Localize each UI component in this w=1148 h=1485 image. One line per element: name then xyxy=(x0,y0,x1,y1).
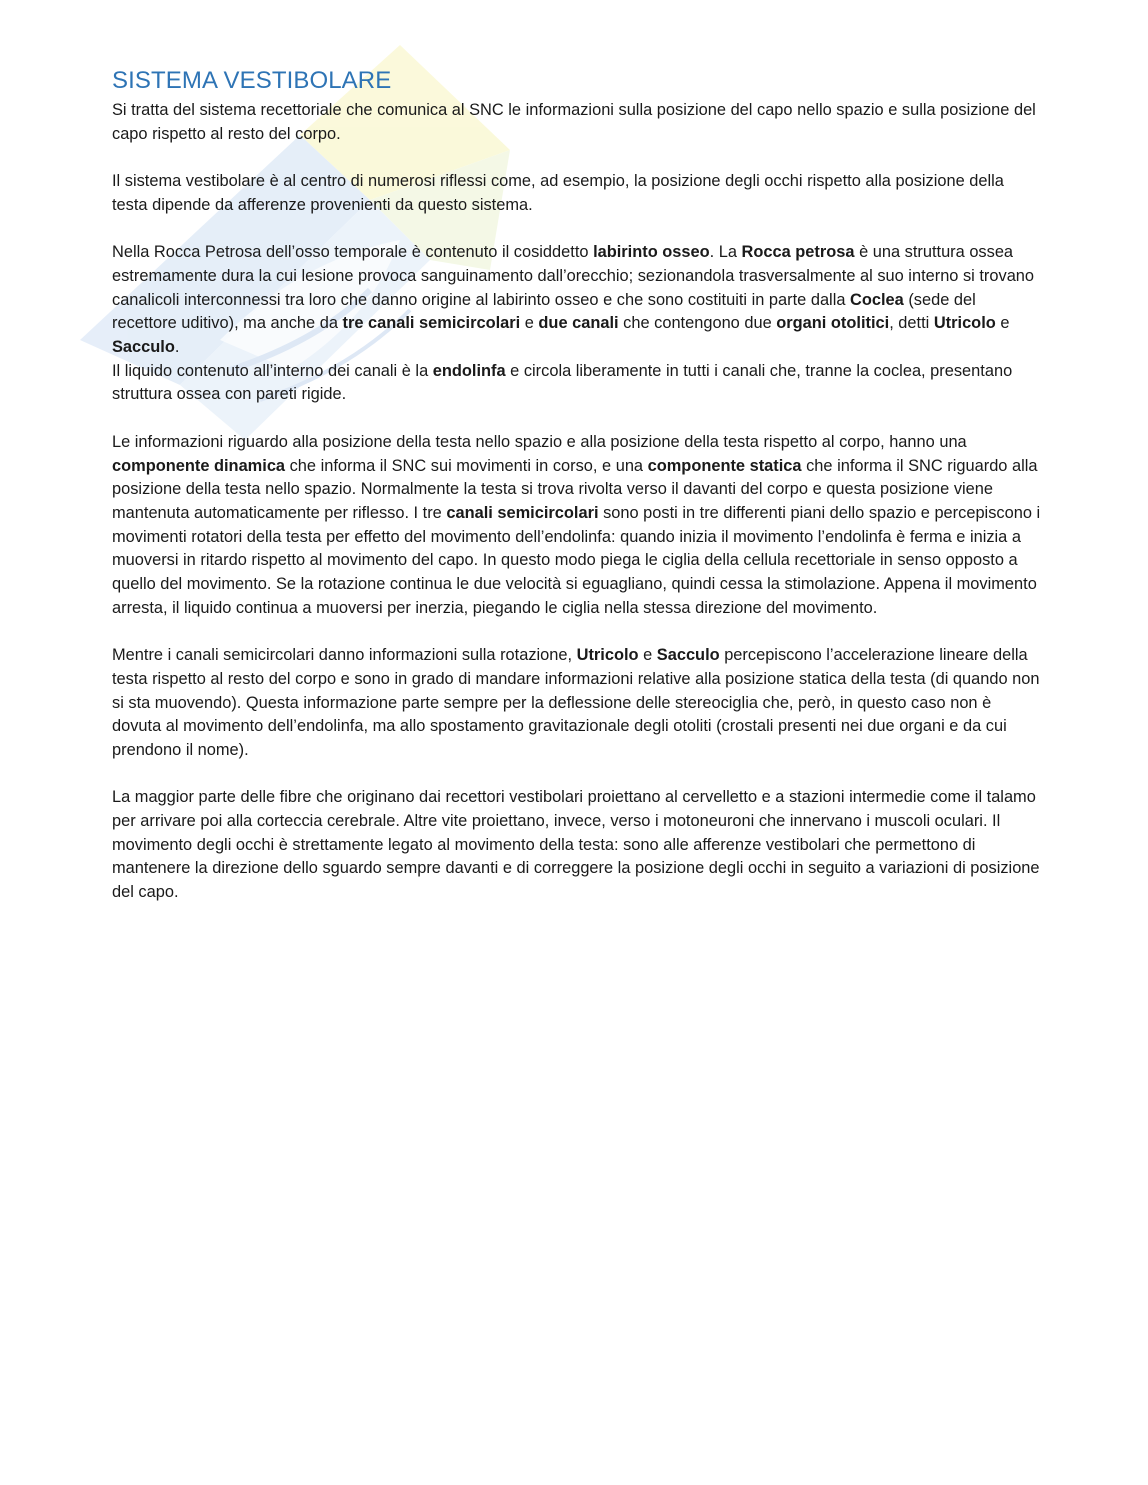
paragraph xyxy=(112,644,1042,763)
bold-term: Utricolo xyxy=(576,646,639,665)
text-run: sono posti in tre differenti piani dello spazio e percepiscono i movimenti rotatori della testa per effetto del movimento dell’endolinfa: quando inizia il movimento l’endolinfa è ferma e inizia a muoversi in ritardo rispetto al movimento del capo. In questo modo piega le ciglia della cellula recettoriale in senso opposto a quello del movimento. Se la rotazione continua le due velocità si eguagliano, quindi cessa la stimolazione. Appena il movimento arresta, il liquido continua a muoversi per inerzia, piegando le ciglia nella stessa direzione del movimento. xyxy=(112,503,1041,617)
text-run: Il sistema vestibolare è al centro di numerosi riflessi come, ad esempio, la posizione degli occhi rispetto alla posizione della testa dipende da afferenze provenienti da questo sistema. xyxy=(112,172,1004,214)
paragraph xyxy=(112,431,1042,621)
text-run: Mentre i canali semicircolari danno informazioni sulla rotazione, xyxy=(112,646,577,665)
document-body xyxy=(112,99,1042,905)
text-run: Le informazioni riguardo alla posizione della testa nello spazio e alla posizione della testa rispetto al corpo, hanno una xyxy=(112,432,967,451)
bold-term: componente dinamica xyxy=(112,456,286,475)
bold-term: Rocca petrosa xyxy=(741,243,855,262)
bold-term: Coclea xyxy=(850,290,904,309)
text-run: . xyxy=(174,338,180,356)
text-run: e xyxy=(638,646,657,665)
text-run: La maggior parte delle fibre che originano dai recettori vestibolari proiettano al cervelletto e a stazioni intermedie come il talamo per arrivare poi alla corteccia cerebrale. Altre vite proiettano, invece, verso i motoneuroni che innervano i muscoli oculari. Il movimento degli occhi è strettamente legato al movimento della testa: sono alle afferenze vestibolari che permettono di mantenere la direzione dello sguardo sempre davanti e di correggere la posizione degli occhi in seguito a variazioni di posizione del capo. xyxy=(112,788,1040,902)
paragraph xyxy=(112,241,1042,360)
text-run: è una struttura ossea estremamente dura la cui lesione provoca sanguinamento dall’orecchio; sezionandola trasversalmente al suo interno si trovano canalicoli interconnessi tra loro che danno origine al labirinto osseo e che sono costituiti in parte dalla xyxy=(112,243,1035,309)
text-run: che informa il SNC sui movimenti in corso, e una xyxy=(285,456,648,475)
bold-term: tre canali semicircolari xyxy=(342,314,521,333)
text-run: (sede del recettore uditivo), ma anche da xyxy=(112,290,976,333)
paragraph xyxy=(112,360,1042,407)
text-run: e circola liberamente in tutti i canali che, tranne la coclea, presentano struttura ossea con pareti rigide. xyxy=(112,361,1013,404)
text-run: e xyxy=(520,314,539,333)
bold-term: componente statica xyxy=(647,456,802,475)
text-run: Il liquido contenuto all’interno dei canali è la xyxy=(112,361,433,380)
document-title: SISTEMA VESTIBOLARE xyxy=(112,67,392,94)
bold-term: organi otolitici xyxy=(776,314,890,333)
bold-term: Sacculo xyxy=(112,338,175,356)
paragraph xyxy=(112,99,1042,146)
bold-term: Sacculo xyxy=(656,646,720,665)
text-run: che contengono due xyxy=(618,314,777,333)
bold-term: labirinto osseo xyxy=(593,243,710,262)
text-run: Nella Rocca Petrosa dell’osso temporale è contenuto il cosiddetto xyxy=(112,243,594,262)
bold-term: canali semicircolari xyxy=(446,503,599,522)
text-run: , detti xyxy=(889,314,934,333)
text-run: percepiscono l’accelerazione lineare della testa rispetto al resto del corpo e sono in grado di mandare informazioni relative alla posizione statica della testa (di quando non si sta muovendo). Questa informazione parte sempre per la deflessione delle stereociglia che, però, in questo caso non è dovuta al movimento dell’endolinfa, ma allo spostamento gravitazionale degli otoliti (crostali presenti nei due organi e da cui prendono il nome). xyxy=(112,646,1040,759)
bold-term: due canali xyxy=(538,314,619,333)
text-run: che informa il SNC riguardo alla posizione della testa nello spazio. Normalmente la testa si trova rivolta verso il davanti del corpo e questa posizione viene mantenuta automaticamente per riflesso. I tre xyxy=(112,456,1038,522)
paragraph xyxy=(112,786,1042,905)
text-run: . La xyxy=(709,243,742,262)
document-page xyxy=(112,66,1042,929)
bold-term: endolinfa xyxy=(432,361,506,380)
text-run: Si tratta del sistema recettoriale che comunica al SNC le informazioni sulla posizione del capo nello spazio e sulla posizione del capo rispetto al resto del corpo. xyxy=(112,101,1036,143)
bold-term: Utricolo xyxy=(933,314,996,333)
paragraph xyxy=(112,170,1042,217)
text-run: e xyxy=(995,314,1010,333)
